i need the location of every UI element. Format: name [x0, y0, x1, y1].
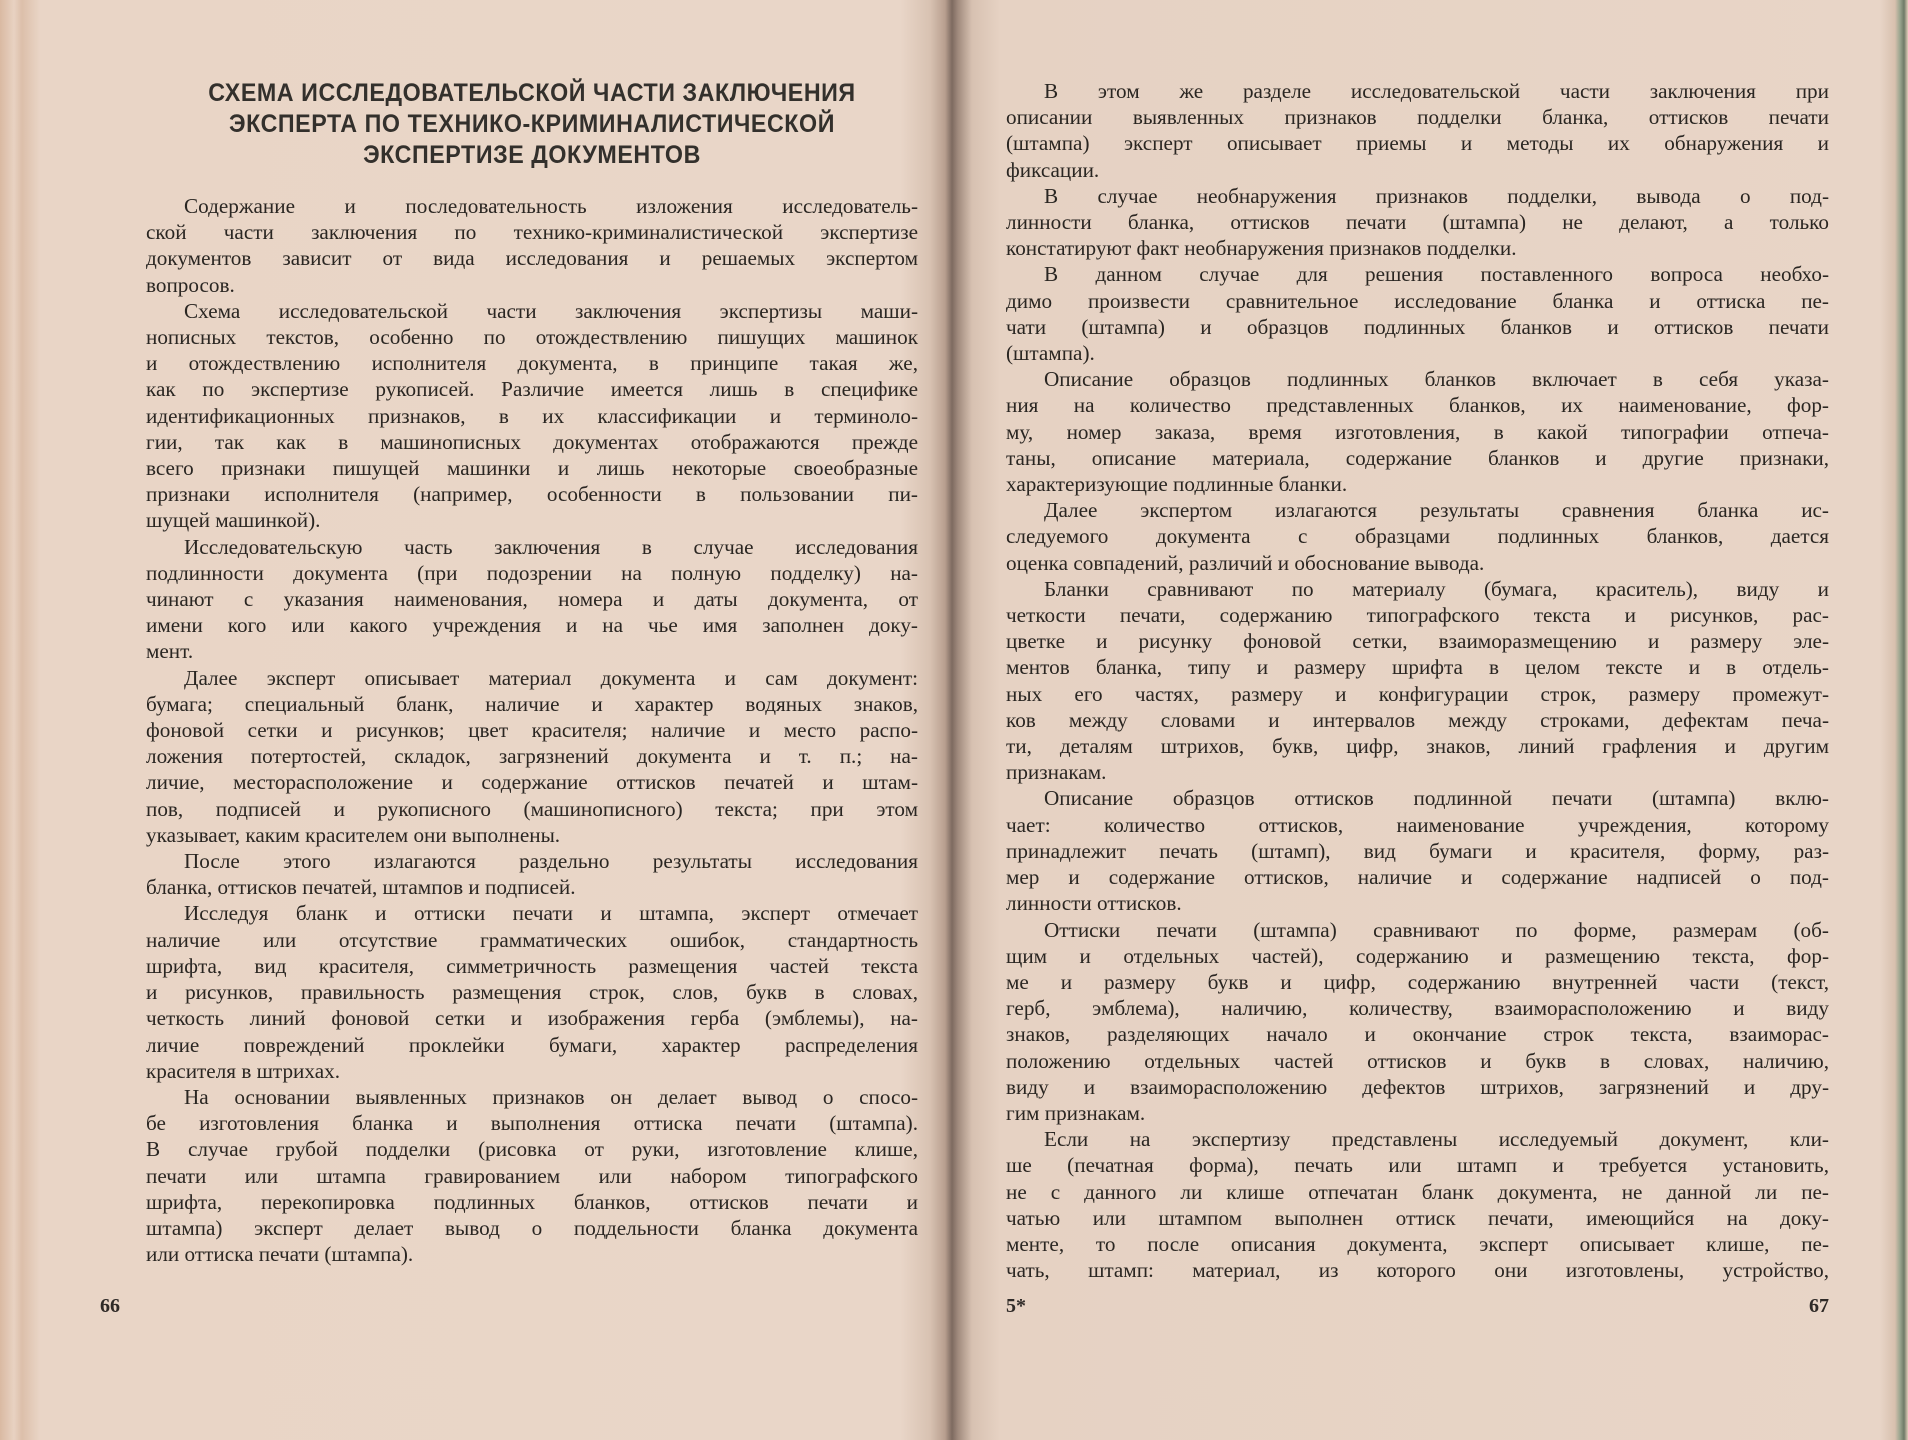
text-line: чает: количество оттисков, наименование учреждения, которому: [1006, 812, 1829, 837]
right-page-body: [1006, 78, 1829, 1283]
text-line: или оттиска печати (штампа).: [146, 1242, 414, 1267]
text-line: четкость линий фоновой сетки и изображения герба (эмблемы), на-: [146, 1006, 918, 1031]
paragraph: [1006, 261, 1829, 366]
text-line: цветке и рисунку фоновой сетки, взаиморазмещению и размеру эле-: [1006, 629, 1829, 654]
text-line: Схема исследовательской части заключения экспертизы маши-: [184, 298, 918, 323]
paragraph: [146, 193, 918, 298]
text-line: ложения потертостей, складок, загрязнений документа и т. п.; на-: [146, 744, 918, 769]
text-line: Описание образцов подлинных бланков включает в себя указа-: [1044, 367, 1829, 392]
text-line: фиксации.: [1006, 157, 1100, 182]
text-line: не с данного ли клише отпечатан бланк документа, не данной ли пе-: [1006, 1179, 1829, 1204]
text-line: и рисунков, правильность размещения строк, слов, букв в словах,: [146, 980, 918, 1005]
paragraph: [146, 900, 918, 1083]
text-line: следуемого документа с образцами подлинных бланков, дается: [1006, 524, 1829, 549]
text-line: описании выявленных признаков подделки бланка, оттисков печати: [1006, 105, 1829, 130]
text-line: щим и отдельных частей), содержанию и размещению текста, фор-: [1006, 943, 1829, 968]
text-line: как по экспертизе рукописей. Различие имеется лишь в специфике: [146, 377, 918, 402]
text-line: четкости печати, содержанию типографского текста и рисунков, рас-: [1006, 603, 1829, 628]
paragraph: [1006, 183, 1829, 262]
text-line: ти, деталям штрихов, букв, цифр, знаков, линий графления и другим: [1006, 734, 1829, 759]
text-line: мер и содержание оттисков, наличие и содержание надписей о под-: [1006, 865, 1829, 890]
text-line: гим признакам.: [1006, 1100, 1146, 1125]
paragraph: [1006, 576, 1829, 786]
text-line: красителя в штрихах.: [146, 1058, 340, 1083]
text-line: В случае необнаружения признаков подделки, вывода о под-: [1044, 183, 1829, 208]
text-line: положению отдельных частей оттисков и букв в словах, наличию,: [1006, 1048, 1829, 1073]
paragraph: [1006, 366, 1829, 497]
text-line: бланка, оттисков печатей, штампов и подписей.: [146, 875, 576, 900]
text-line: му, номер заказа, время изготовления, в какой типографии отпеча-: [1006, 419, 1829, 444]
text-line: герб, эмблема), наличию, количеству, взаиморасположению и виду: [1006, 996, 1829, 1021]
text-line: Далее экспертом излагаются результаты сравнения бланка ис-: [1044, 498, 1829, 523]
text-line: бе изготовления бланка и выполнения оттиска печати (штампа).: [146, 1111, 918, 1136]
paragraph: [146, 534, 918, 665]
text-line: ных его частях, размеру и конфигурации строк, размеру промежут-: [1006, 681, 1829, 706]
text-line: всего признаки пишущей машинки и лишь некоторые своеобразные: [146, 456, 918, 481]
paragraph: [146, 298, 918, 534]
text-line: оценка совпадений, различий и обоснование вывода.: [1006, 550, 1485, 575]
text-line: (штампа) эксперт описывает приемы и методы их обнаружения и: [1006, 131, 1829, 156]
text-line: ков между словами и интервалов между строками, дефектам печа-: [1006, 707, 1829, 732]
text-line: Исследуя бланк и оттиски печати и штампа, эксперт отмечает: [184, 901, 918, 926]
text-line: В данном случае для решения поставленного вопроса необхо-: [1044, 262, 1829, 287]
text-line: (штампа).: [1006, 341, 1095, 366]
text-line: шрифта, вид красителя, симметричность размещения частей текста: [146, 953, 918, 978]
text-line: Исследовательскую часть заключения в случае исследования: [184, 534, 918, 559]
text-line: димо произвести сравнительное исследование бланка и оттиска пе-: [1006, 288, 1829, 313]
text-line: личие повреждений проклейки бумаги, характер распределения: [146, 1032, 918, 1057]
text-line: Содержание и последовательность изложения исследователь-: [184, 194, 918, 218]
text-line: указывает, каким красителем они выполнены.: [146, 822, 561, 847]
text-line: ния на количество представленных бланков, их наименование, фор-: [1006, 393, 1829, 418]
text-line: виду и взаиморасположению дефектов штрихов, загрязнений и дру-: [1006, 1074, 1829, 1099]
text-line: Оттиски печати (штампа) сравнивают по форме, размерам (об-: [1044, 917, 1829, 942]
text-line: ской части заключения по технико-криминалистической экспертизе: [146, 220, 918, 245]
text-line: гии, так как в машинописных документах отображаются прежде: [146, 429, 918, 454]
text-line: штампа) эксперт делает вывод о поддельности бланка документа: [146, 1215, 918, 1240]
paragraph: [1006, 78, 1829, 183]
left-page: [100, 0, 918, 1440]
text-line: На основании выявленных признаков он делает вывод о спосо-: [184, 1084, 918, 1109]
text-line: нописных текстов, особенно по отождествлению пишущих машинок: [146, 325, 918, 350]
text-line: личие, месторасположение и содержание оттисков печатей и штам-: [146, 770, 918, 795]
text-line: знаков, разделяющих начало и окончание строк текста, взаиморас-: [1006, 1022, 1829, 1047]
right-page: [1006, 0, 1829, 1440]
text-line: вопросов.: [146, 272, 235, 297]
text-line: мент.: [146, 639, 194, 664]
text-line: В этом же разделе исследовательской части заключения при: [1044, 79, 1829, 103]
left-page-body: [146, 193, 918, 1267]
text-line: бумага; специальный бланк, наличие и характер водяных знаков,: [146, 691, 918, 716]
text-line: имени кого или какого учреждения и на чье имя заполнен доку-: [146, 613, 918, 638]
text-line: ме и размеру букв и цифр, содержанию внутренней части (текст,: [1006, 969, 1829, 994]
text-line: чатью или штампом выполнен оттиск печати, имеющийся на доку-: [1006, 1205, 1829, 1230]
text-line: таны, описание материала, содержание бланков и другие признаки,: [1006, 445, 1829, 470]
text-line: подлинности документа (при подозрении на полную подделку) на-: [146, 560, 918, 585]
title-line: СХЕМА ИССЛЕДОВАТЕЛЬСКОЙ ЧАСТИ ЗАКЛЮЧЕНИЯ: [208, 79, 856, 107]
text-line: ше (печатная форма), печать или штамп и требуется установить,: [1006, 1153, 1829, 1178]
text-line: Далее эксперт описывает материал документа и сам документ:: [184, 665, 918, 690]
text-line: констатируют факт необнаружения признаков подделки.: [1006, 236, 1517, 261]
text-line: пов, подписей и рукописного (машинописного) текста; при этом: [146, 796, 918, 821]
paragraph: [146, 1084, 918, 1267]
text-line: чать, штамп: материал, из которого они изготовлены, устройство,: [1006, 1258, 1829, 1283]
text-line: линности оттисков.: [1006, 891, 1182, 916]
text-line: линности бланка, оттисков печати (штампа) не делают, а только: [1006, 210, 1829, 235]
paragraph: [146, 665, 918, 848]
text-line: принадлежит печать (штамп), вид бумаги и красителя, форму, раз-: [1006, 838, 1829, 863]
title-line: ЭКСПЕРТА ПО ТЕХНИКО-КРИМИНАЛИСТИЧЕСКОЙ: [229, 110, 835, 138]
text-line: характеризующие подлинные бланки.: [1006, 472, 1348, 497]
text-line: шрифта, перекопировка подлинных бланков, оттисков печати и: [146, 1189, 918, 1214]
paragraph: [1006, 497, 1829, 576]
text-line: признакам.: [1006, 760, 1107, 785]
text-line: признаки исполнителя (например, особенности в пользовании пи-: [146, 482, 918, 507]
chapter-title: [173, 78, 891, 171]
title-line: ЭКСПЕРТИЗЕ ДОКУМЕНТОВ: [363, 141, 701, 169]
text-line: чати (штампа) и образцов подлинных бланков и оттисков печати: [1006, 314, 1829, 339]
paragraph: [1006, 785, 1829, 916]
page-number: 67: [1809, 1295, 1829, 1317]
paragraph: [1006, 917, 1829, 1127]
text-line: ментов бланка, типу и размеру шрифта в целом тексте и в отдель-: [1006, 655, 1829, 680]
text-line: После этого излагаются раздельно результаты исследования: [184, 849, 918, 874]
paragraph: [146, 848, 918, 900]
text-line: Бланки сравнивают по материалу (бумага, краситель), виду и: [1044, 576, 1829, 601]
text-line: В случае грубой подделки (рисовка от руки, изготовление клише,: [146, 1137, 918, 1162]
signature-mark: 5*: [1006, 1295, 1026, 1317]
text-line: и отождествлению исполнителя документа, в принципе такая же,: [146, 351, 918, 376]
page-number: 66: [100, 1295, 120, 1317]
text-line: документов зависит от вида исследования и решаемых экспертом: [146, 246, 918, 271]
text-line: шущей машинкой).: [146, 508, 321, 533]
text-line: менте, то после описания документа, эксперт описывает клише, пе-: [1006, 1231, 1829, 1256]
text-line: печати или штампа гравированием или набором типографского: [146, 1163, 918, 1188]
text-line: наличие или отсутствие грамматических ошибок, стандартность: [146, 927, 918, 952]
text-line: фоновой сетки и рисунков; цвет красителя; наличие и место распо-: [146, 718, 918, 743]
text-line: Если на экспертизу представлены исследуемый документ, кли-: [1044, 1127, 1829, 1152]
paragraph: [1006, 1126, 1829, 1283]
text-line: чинают с указания наименования, номера и даты документа, от: [146, 587, 918, 612]
text-line: идентификационных признаков, в их классификации и терминоло-: [146, 403, 918, 428]
text-line: Описание образцов оттисков подлинной печати (штампа) вклю-: [1044, 786, 1829, 811]
